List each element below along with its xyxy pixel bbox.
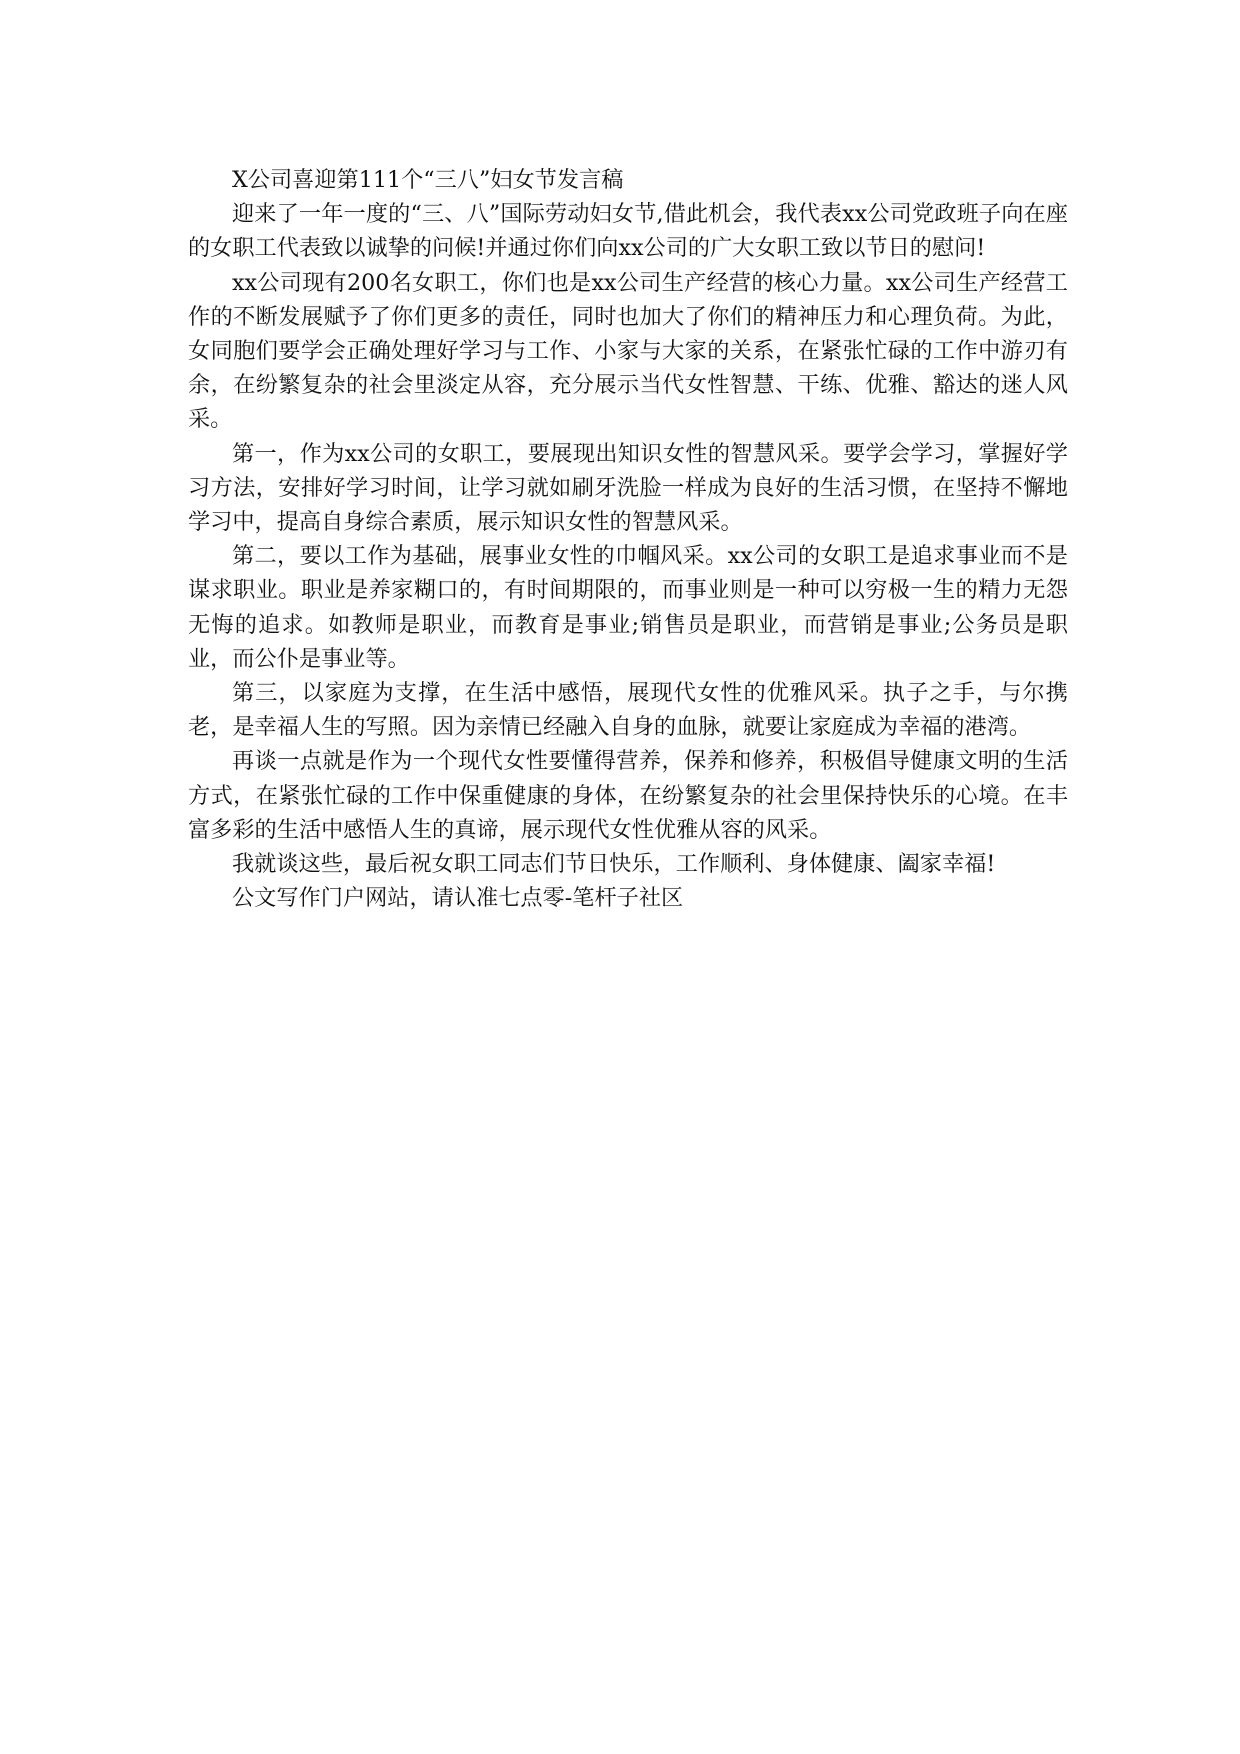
document-title: X公司喜迎第111个“三八”妇女节发言稿 [232,167,624,193]
paragraph-point-one: 第一，作为xx公司的女职工，要展现出知识女性的智慧风采。要学会学习，掌握好学习方法，安排好学习时间，让学习就如刷牙洗脸一样成为良好的生活习惯，在坚持不懈地学习中，提高自身综合素质，展示知识女性的智慧风采。 [188,440,1068,536]
paragraph-workforce: xx公司现有200名女职工，你们也是xx公司生产经营的核心力量。xx公司生产经营工作的不断发展赋予了你们更多的责任，同时也加大了你们的精神压力和心理负荷。为此，女同胞们要学会正确处理好学习与工作、小家与大家的关系，在紧张忙碌的工作中游刃有余，在纷繁复杂的社会里淡定从容，充分展示当代女性智慧、干练、优雅、豁达的迷人风采。 [188,269,1068,433]
paragraph-closing-wishes: 我就谈这些，最后祝女职工同志们节日快乐，工作顺利、身体健康、阖家幸福! [232,851,996,878]
paragraph-site-footer: 公文写作门户网站，请认准七点零-笔杆子社区 [232,885,684,912]
paragraph-point-three: 第三，以家庭为支撑，在生活中感悟，展现代女性的优雅风采。执子之手，与尔携老，是幸福人生的写照。因为亲情已经融入自身的血脉，就要让家庭成为幸福的港湾。 [188,680,1068,741]
paragraph-point-two: 第二，要以工作为基础，展事业女性的巾帼风采。xx公司的女职工是追求事业而不是谋求职业。职业是养家糊口的，有时间期限的，而事业则是一种可以穷极一生的精力无怨无悔的追求。如教师是职业，而教育是事业;销售员是职业，而营销是事业;公务员是职业，而公仆是事业等。 [188,543,1068,672]
paragraph-greeting: 迎来了一年一度的“三、八”国际劳动妇女节,借此机会，我代表xx公司党政班子向在座的女职工代表致以诚挚的问候!并通过你们向xx公司的广大女职工致以节日的慰问! [188,201,1068,262]
paragraph-additional-point: 再谈一点就是作为一个现代女性要懂得营养，保养和修养，积极倡导健康文明的生活方式，在紧张忙碌的工作中保重健康的身体，在纷繁复杂的社会里保持快乐的心境。在丰富多彩的生活中感悟人生的真谛，展示现代女性优雅从容的风采。 [188,748,1068,843]
document-body [188,163,1068,915]
